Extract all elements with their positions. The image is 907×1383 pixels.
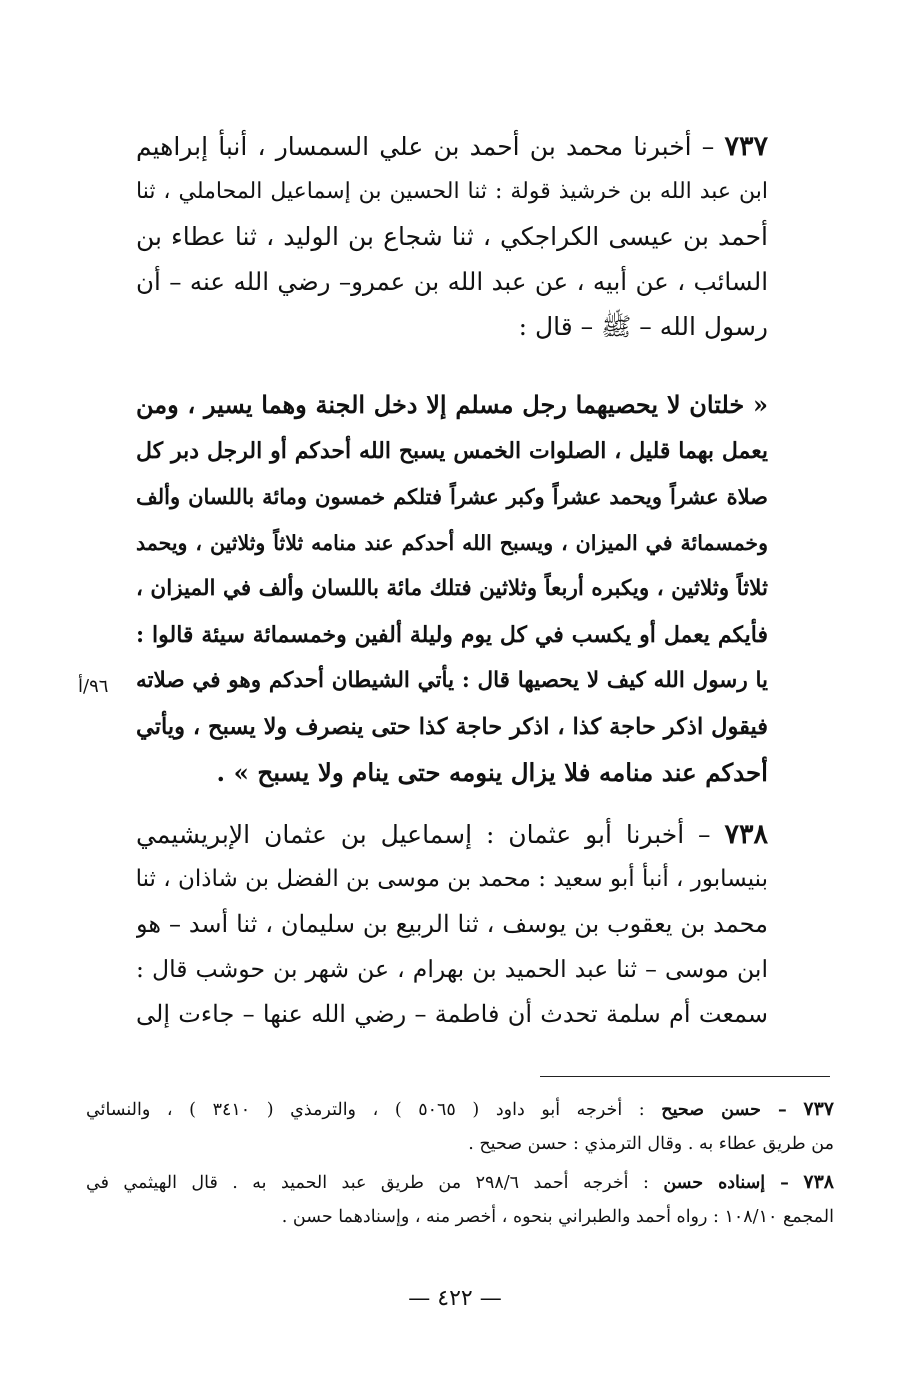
footnote-line: ٧٣٨ – إسناده حسن : أخرجه أحمد ٢٩٨/٦ من طريق عبد الحميد به . قال الهيثمي في [86,1171,834,1193]
text-line: بنيسابور ، أنبأ أبو سعيد : محمد بن موسى بن الفضل بن شاذان ، ثنا [136,866,768,892]
footnotes [86,1092,834,1234]
text-line: محمد بن يعقوب بن يوسف ، ثنا الربيع بن سليمان ، ثنا أسد – هو [136,910,768,938]
text-line: ابن موسى – ثنا عبد الحميد بن بهرام ، عن شهر بن حوشب قال : [136,955,768,983]
matn-line: وخمسمائة في الميزان ، ويسبح الله أحدكم عند منامه ثلاثاً وثلاثين ، ويحمد [136,531,768,555]
matn-line: فأيكم يعمل أو يكسب في كل يوم وليلة ألفين وخمسمائة سيئة قالوا : [136,622,768,648]
text-line: ابن عبد الله بن خرشيذ قولة : ثنا الحسين بن إسماعيل المحاملي ، ثنا [136,179,768,204]
text-line: السائب ، عن أبيه ، عن عبد الله بن عمرو– رضي الله عنه – أن [136,267,768,296]
text-line: ٧٣٨ – أخبرنا أبو عثمان : إسماعيل بن عثمان الإبريشيمي [136,819,768,850]
hadith-738-isnad [136,812,768,1037]
footnote-line: ٧٣٧ – حسن صحيح : أخرجه أبو داود ( ٥٠٦٥ ) ، والترمذي ( ٣٤١٠ ) ، والنسائي [86,1098,834,1120]
hadith-number: ٧٣٧ [724,131,768,162]
text-line: رسول الله – ﷺ – قال : [518,312,768,341]
footnote-grade: – إسناده حسن [663,1173,789,1193]
footnote-divider [540,1076,830,1077]
hadith-737-matn [136,382,768,796]
matn-line: ثلاثاً وثلاثين ، ويكبره أربعاً وثلاثين فتلك مائة باللسان وألف في الميزان ، [136,576,768,601]
footnote-line: المجمع ١٠٨/١٠ : رواه أحمد والطبراني بنحوه ، أخصر منه ، وإسنادهما حسن . [281,1207,834,1227]
footnote-number: ٧٣٨ [803,1171,834,1193]
text-line: سمعت أم سلمة تحدث أن فاطمة – رضي الله عنها – جاءت إلى [136,1000,768,1028]
matn-line: صلاة عشراً ويحمد عشراً وكبر عشراً فتلكم خمسون ومائة باللسان وألف [136,484,768,509]
hadith-737-isnad [136,124,768,349]
footnote-line: من طريق عطاء به . وقال الترمذي : حسن صحيح . [468,1134,834,1154]
text-line: أحمد بن عيسى الكراجكي ، ثنا شجاع بن الوليد ، ثنا عطاء بن [136,222,768,251]
footnote-number: ٧٣٧ [803,1098,834,1120]
matn-line: يعمل بهما قليل ، الصلوات الخمس يسبح الله أحدكم أو الرجل دبر كل [136,438,768,464]
matn-line: فيقول اذكر حاجة كذا ، اذكر حاجة كذا حتى ينصرف ولا يسبح ، ويأتي [136,714,768,740]
matn-line: أحدكم عند منامه فلا يزال ينومه حتى ينام ولا يسبح » . [216,758,768,787]
matn-line: « خلتان لا يحصيهما رجل مسلم إلا دخل الجنة وهما يسير ، ومن [136,390,768,419]
folio-margin-note: ٩٦/أ [78,676,109,697]
footnote-grade: – حسن صحيح [661,1100,787,1120]
hadith-number: ٧٣٨ [724,819,768,850]
matn-line: يا رسول الله كيف لا يحصيها قال : يأتي الشيطان أحدكم وهو في صلاته [136,668,768,693]
text-line: ٧٣٧ – أخبرنا محمد بن أحمد بن علي السمسار ، أنبأ إبراهيم [136,131,768,162]
page-number: — ٤٢٢ — [408,1286,502,1311]
